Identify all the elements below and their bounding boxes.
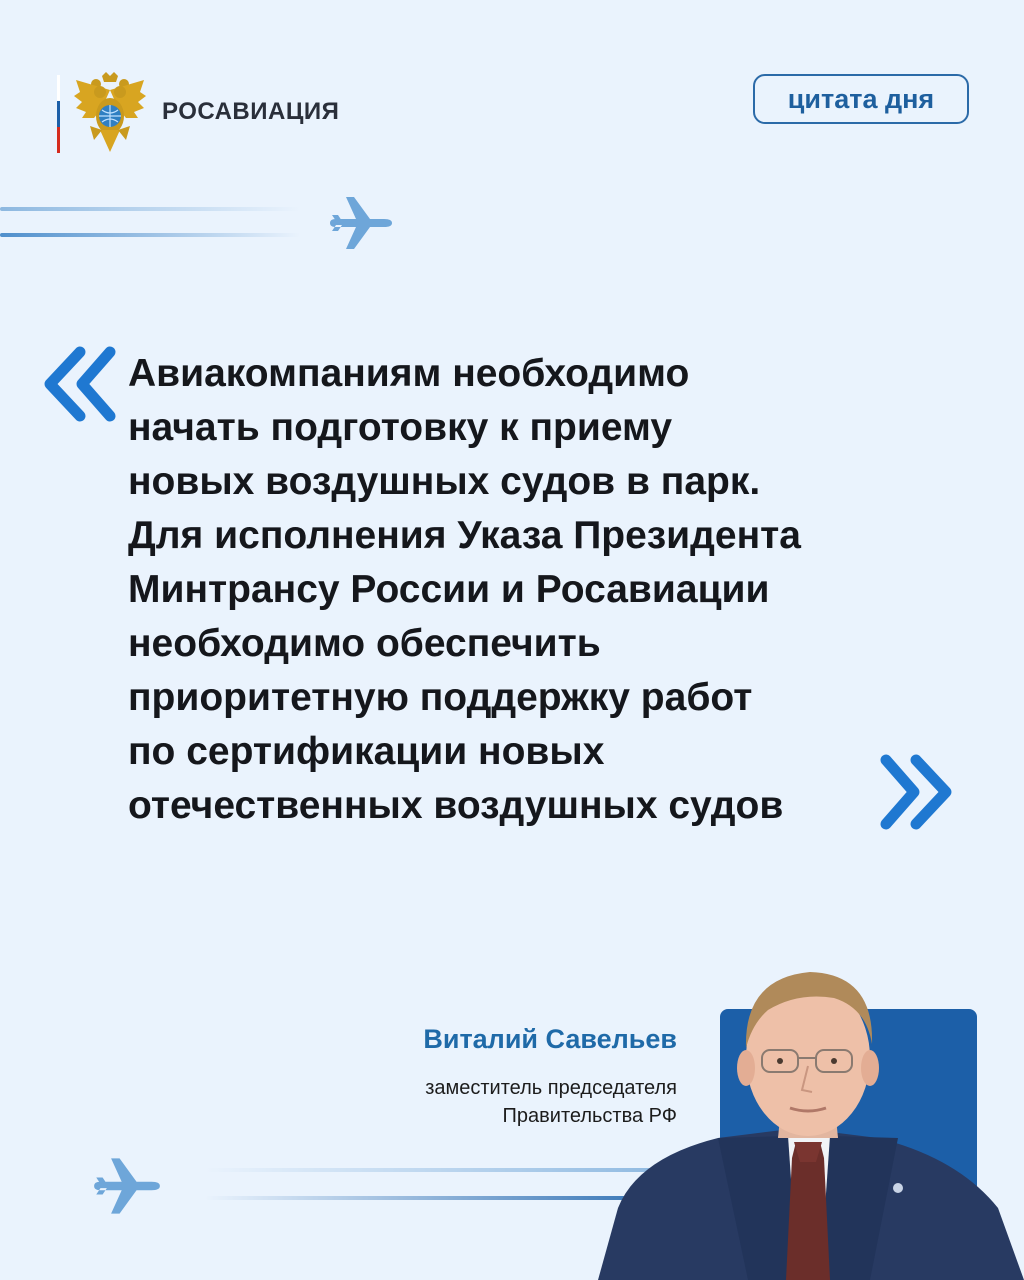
quote-text bbox=[128, 347, 918, 833]
quote-line: новых воздушных судов в парк. bbox=[128, 460, 761, 503]
org-name: РОСАВИАЦИЯ bbox=[162, 98, 340, 125]
speaker-role-line: Правительства РФ bbox=[502, 1105, 677, 1127]
quote-line: по сертификации новых bbox=[128, 730, 605, 773]
quote-line: начать подготовку к приему bbox=[128, 406, 673, 449]
decor-line-top-2 bbox=[0, 233, 300, 237]
quote-of-day-tag: цитата дня bbox=[753, 74, 969, 124]
quote-line: приоритетную поддержку работ bbox=[128, 676, 753, 719]
quote-line: отечественных воздушных судов bbox=[128, 784, 784, 827]
quote-line: Минтрансу России и Росавиации bbox=[128, 568, 770, 611]
flag-stripe-white bbox=[57, 75, 60, 101]
flag-stripe-blue bbox=[57, 101, 60, 127]
quote-line: Авиакомпаниям необходимо bbox=[128, 352, 690, 395]
guillemet-right-icon bbox=[874, 752, 954, 832]
decor-line-top-1 bbox=[0, 207, 300, 211]
flag-stripe bbox=[57, 75, 60, 153]
speaker-name: Виталий Савельев bbox=[423, 1024, 677, 1054]
quote-line: необходимо обеспечить bbox=[128, 622, 601, 665]
quote-line: Для исполнения Указа Президента bbox=[128, 514, 801, 557]
guillemet-left-icon bbox=[42, 344, 122, 424]
flag-stripe-red bbox=[57, 127, 60, 153]
double-headed-eagle-emblem bbox=[72, 70, 148, 154]
airplane-icon bbox=[92, 1154, 162, 1218]
airplane-icon bbox=[328, 193, 394, 253]
speaker-role-line: заместитель председателя bbox=[425, 1077, 677, 1099]
speaker-portrait bbox=[598, 958, 1024, 1280]
